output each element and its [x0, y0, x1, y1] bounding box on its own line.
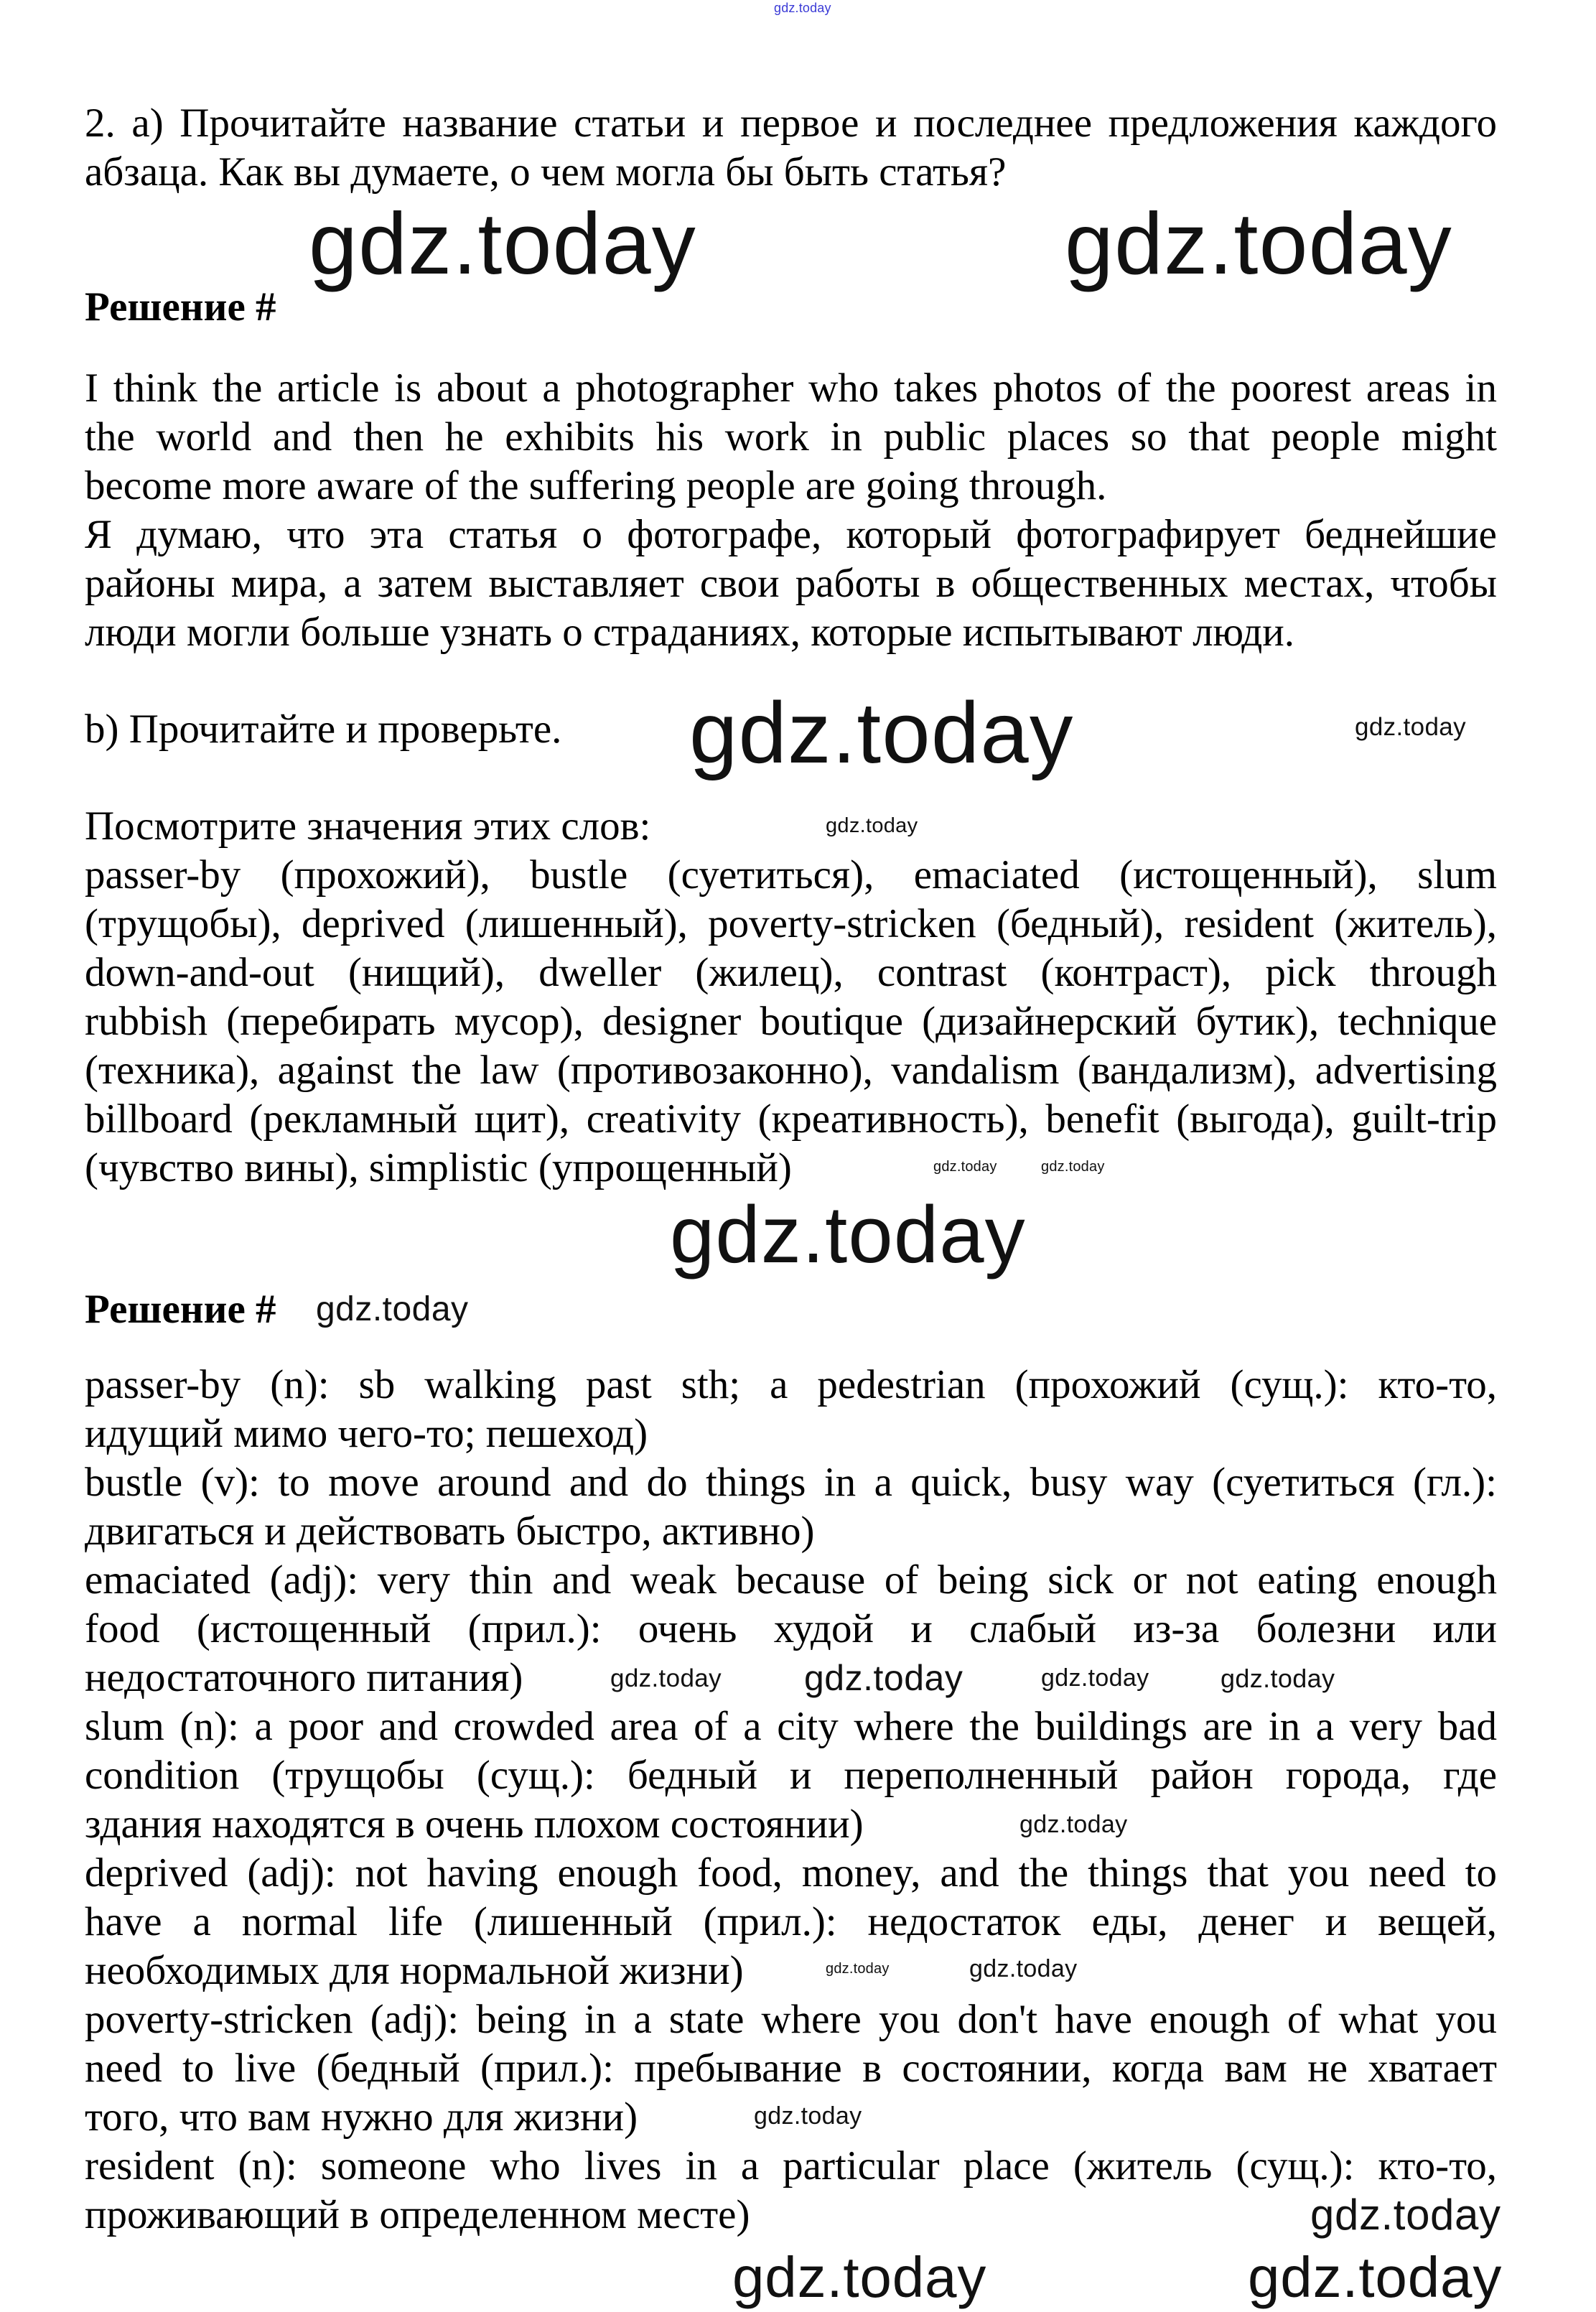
watermark: gdz.today: [1355, 713, 1466, 741]
text-line: need to live (бедный (прил.): пребывание в состоянии, когда вам не хватает: [85, 2046, 1497, 2091]
text-line: двигаться и действовать быстро, активно): [85, 1509, 815, 1554]
text-line: (техника), against the law (противозаконно), vandalism (вандализм), advertising: [85, 1048, 1497, 1093]
text-line: районы мира, а затем выставляет свои работы в общественных местах, чтобы: [85, 561, 1497, 606]
task-a-question: [85, 99, 1497, 197]
text-line: того, что вам нужно для жизни): [85, 2094, 638, 2140]
watermark: gdz.today: [689, 684, 1074, 781]
text-line: down-and-out (нищий), dweller (жилец), contrast (контраст), pick through: [85, 950, 1497, 995]
watermark: gdz.today: [969, 1955, 1078, 1982]
watermark: gdz.today: [316, 1290, 469, 1328]
watermark: gdz.today: [610, 1664, 722, 1692]
text-line: 2. a) Прочитайте название статьи и первое и последнее предложения каждого: [85, 101, 1497, 146]
text-line: rubbish (перебирать мусор), designer boutique (дизайнерский бутик), technique: [85, 999, 1497, 1044]
watermark: gdz.today: [1065, 195, 1453, 292]
text-line: become more aware of the suffering people are going through.: [85, 463, 1107, 508]
watermark: gdz.today: [1019, 1811, 1128, 1838]
task-b-title: b) Прочитайте и проверьте.: [85, 707, 562, 752]
text-line: passer-by (прохожий), bustle (суетиться), emaciated (истощенный), slum: [85, 852, 1497, 898]
task-b-subtitle-row: [85, 802, 1497, 851]
watermark: gdz.today: [826, 1961, 890, 1977]
watermark: gdz.today: [933, 1159, 997, 1175]
text-line: poverty-stricken (adj): being in a state where you don't have enough of what you: [85, 1997, 1497, 2042]
solution-heading-a: Решение #: [85, 284, 276, 330]
vocabulary-list: [85, 851, 1497, 1193]
text-line: (чувство вины), simplistic (упрощенный): [85, 1145, 792, 1190]
text-line: идущий мимо чего-то; пешеход): [85, 1411, 648, 1456]
text-line: здания находятся в очень плохом состоянии): [85, 1801, 864, 1847]
text-line: абзаца. Как вы думаете, о чем могла бы быть статья?: [85, 149, 1007, 195]
watermark: gdz.today: [309, 195, 697, 292]
answer-a-text: [85, 364, 1497, 657]
text-line: passer-by (n): sb walking past sth; a pedestrian (прохожий (сущ.): кто-то,: [85, 1362, 1497, 1407]
text-line: bustle (v): to move around and do things in a quick, busy way (суетиться (гл.):: [85, 1460, 1497, 1505]
watermark: gdz.today: [826, 814, 918, 837]
task-b-subtitle: Посмотрите значения этих слов:: [85, 803, 651, 849]
watermark: gdz.today: [670, 1190, 1026, 1279]
text-line: the world and then he exhibits his work in public places so that people might: [85, 414, 1497, 460]
text-line: billboard (рекламный щит), creativity (креативность), benefit (выгода), guilt-trip: [85, 1096, 1497, 1142]
text-line: food (истощенный (прил.): очень худой и слабый из-за болезни или: [85, 1606, 1497, 1651]
watermark: gdz.today: [804, 1658, 963, 1698]
text-line: condition (трущобы (сущ.): бедный и переполненный район города, где: [85, 1753, 1497, 1798]
text-line: люди могли больше узнать о страданиях, которые испытывают люди.: [85, 610, 1294, 655]
text-line: I think the article is about a photographer who takes photos of the poorest areas in: [85, 365, 1497, 411]
text-line: проживающий в определенном месте): [85, 2192, 750, 2237]
watermark: gdz.today: [754, 2102, 862, 2130]
text-line: have a normal life (лишенный (прил.): недостаток еды, денег и вещей,: [85, 1899, 1497, 1944]
text-line: deprived (adj): not having enough food, money, and the things that you need to: [85, 1850, 1497, 1896]
text-line: slum (n): a poor and crowded area of a city where the buildings are in a very bad: [85, 1704, 1497, 1749]
solution-heading-b: Решение #: [85, 1287, 276, 1332]
watermark: gdz.today: [732, 2245, 987, 2309]
watermark: gdz.today: [1041, 1664, 1149, 1692]
text-line: emaciated (adj): very thin and weak because of being sick or not eating enough: [85, 1557, 1497, 1603]
watermark: gdz.today: [1310, 2191, 1501, 2239]
watermark: gdz.today: [1221, 1664, 1335, 1693]
watermark: gdz.today: [1248, 2245, 1503, 2309]
text-line: resident (n): someone who lives in a particular place (житель (сущ.): кто-то,: [85, 2143, 1497, 2189]
text-line: (трущобы), deprived (лишенный), poverty-stricken (бедный), resident (житель),: [85, 901, 1497, 946]
text-line: недостаточного питания): [85, 1655, 523, 1700]
text-line: Я думаю, что эта статья о фотографе, который фотографирует беднейшие: [85, 512, 1497, 557]
watermark: gdz.today: [1041, 1159, 1105, 1175]
text-line: необходимых для нормальной жизни): [85, 1948, 744, 1993]
watermark-top: gdz.today: [774, 1, 831, 15]
